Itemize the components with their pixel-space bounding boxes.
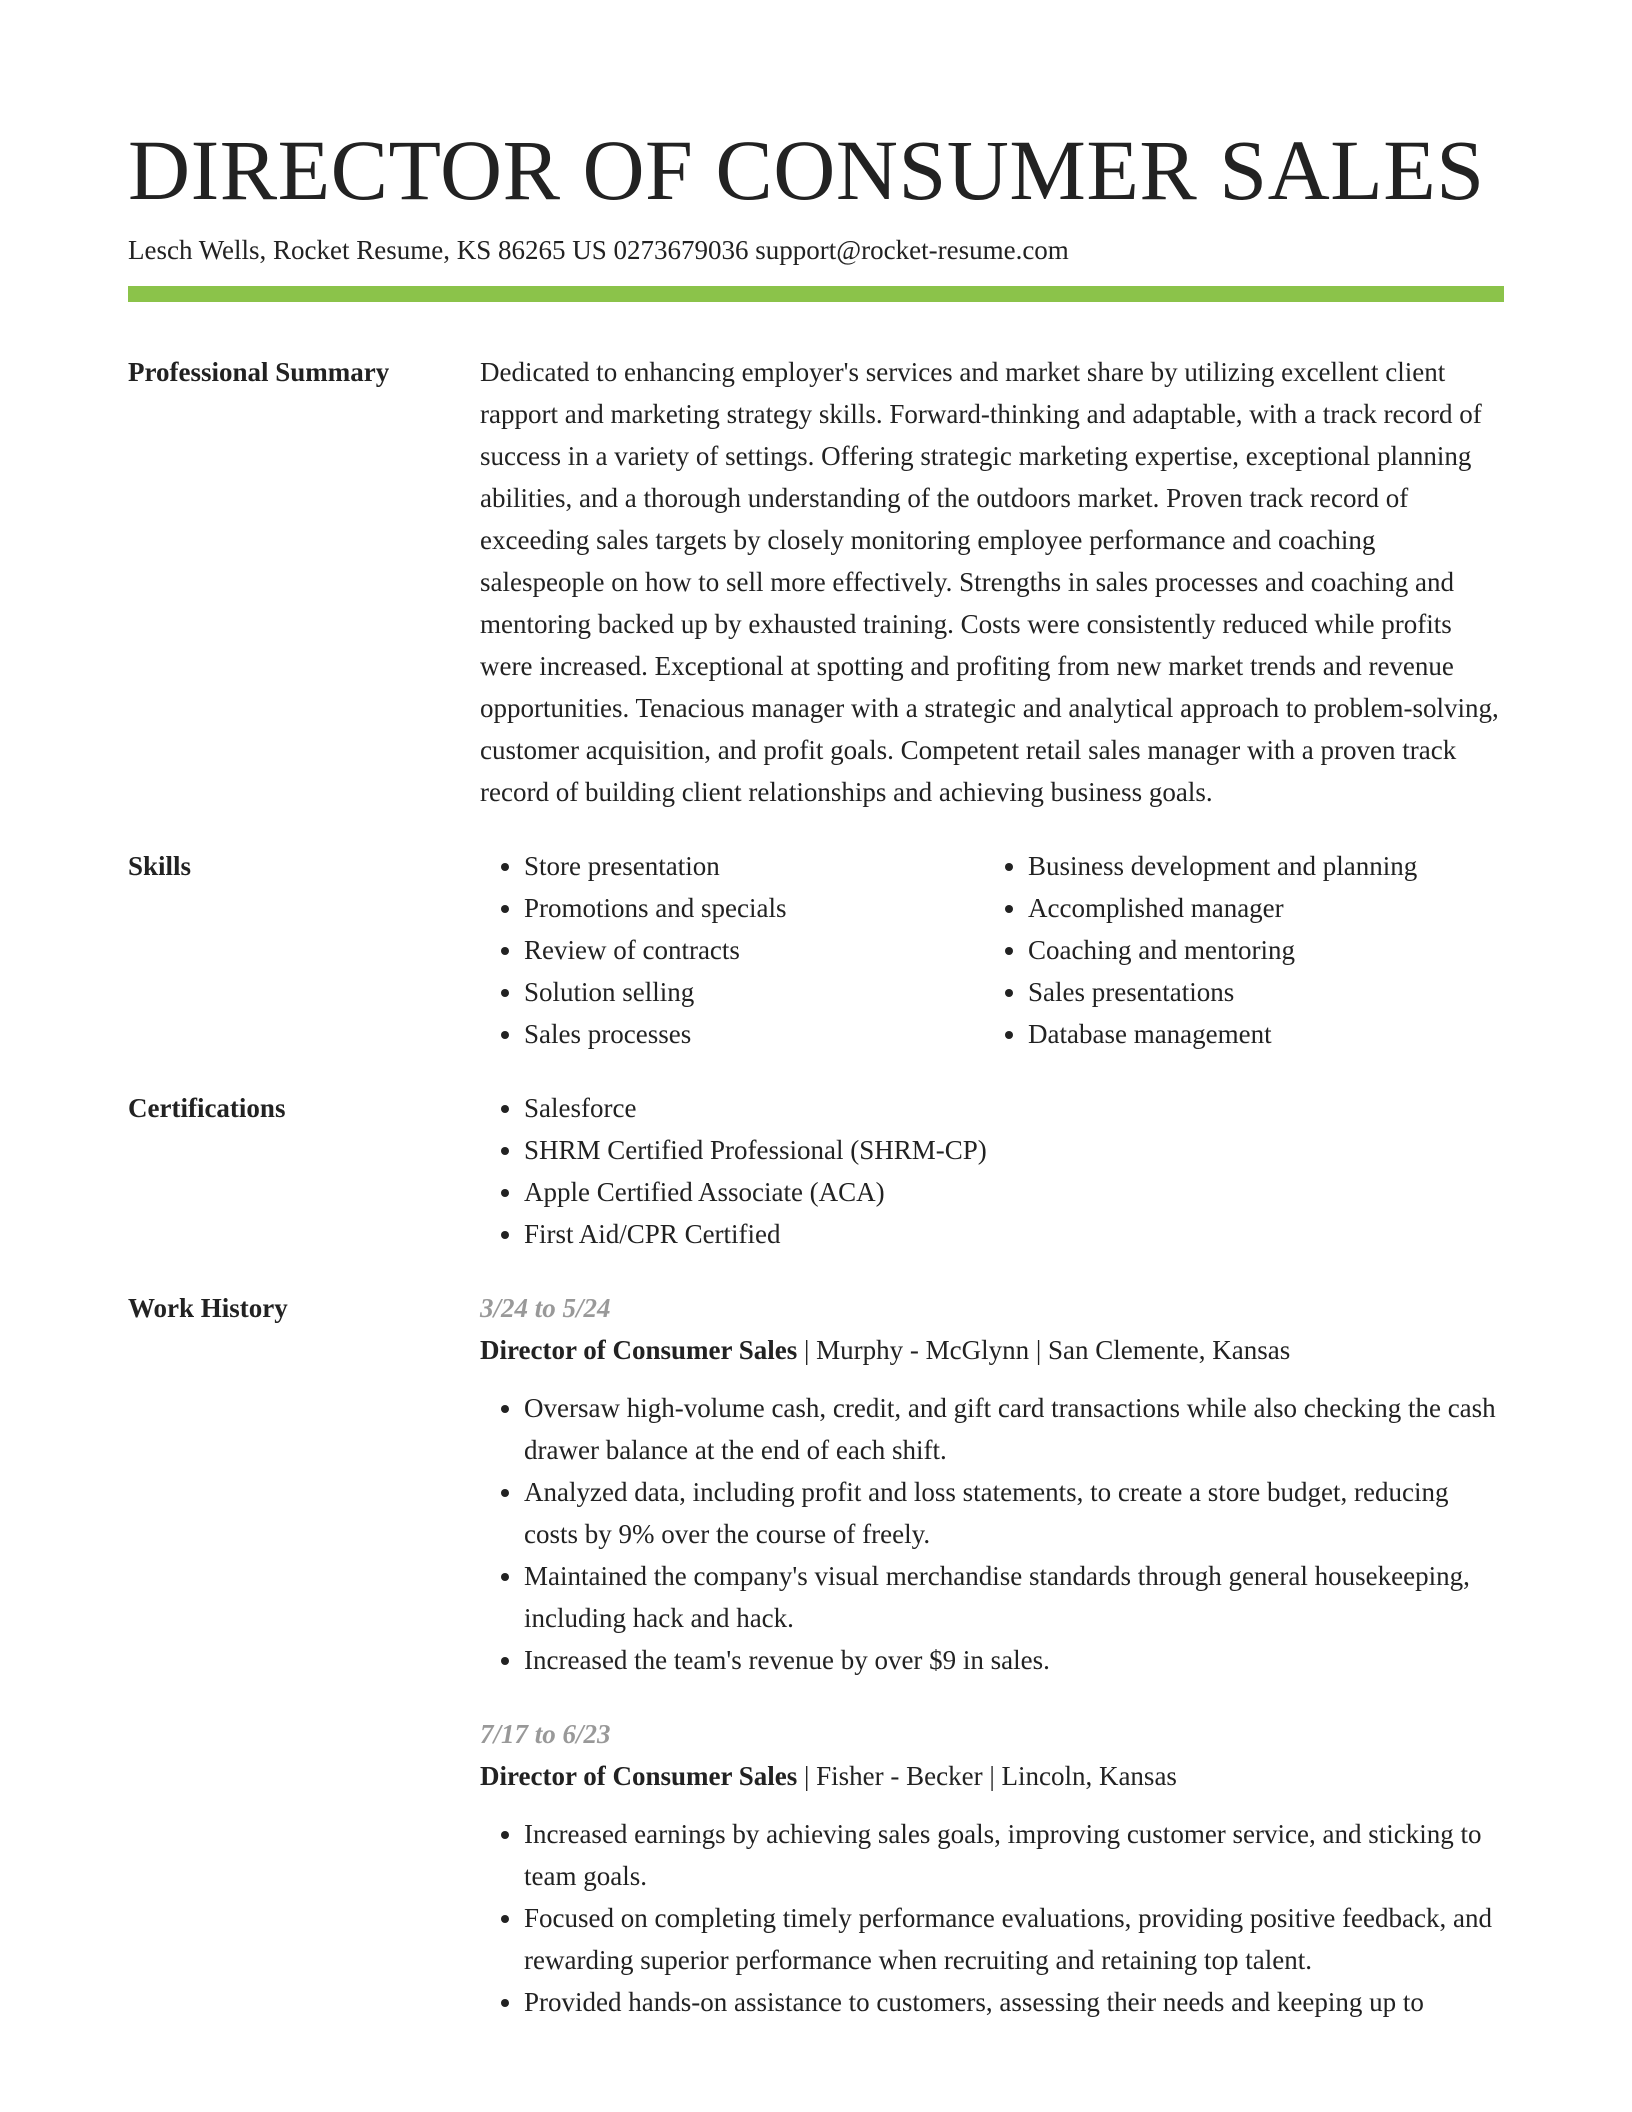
section-label-work-history: Work History: [128, 1293, 288, 1323]
skill-item: • Review of contracts: [524, 929, 984, 971]
job-bullet: • Analyzed data, including profit and loss statements, to create a store budget, reducing costs by 9% over the course of freely.: [524, 1471, 1504, 1555]
skill-item: • Promotions and specials: [524, 887, 984, 929]
skill-item: • Store presentation: [524, 845, 984, 887]
job-details: | Fisher - Becker | Lincoln, Kansas: [797, 1761, 1177, 1791]
accent-rule: [128, 286, 1504, 302]
job-bullets: [480, 1813, 1504, 2023]
resume-page: [128, 0, 1504, 2023]
job-title: Director of Consumer Sales: [480, 1335, 798, 1365]
job-heading: [480, 1755, 1504, 1797]
skills-section: [128, 845, 1504, 1055]
skill-item: • Database management: [1028, 1013, 1488, 1055]
certification-item: • First Aid/CPR Certified: [524, 1213, 1504, 1255]
skill-item: • Coaching and mentoring: [1028, 929, 1488, 971]
section-label-skills: Skills: [128, 851, 192, 881]
job-bullets: [480, 1387, 1504, 1681]
skill-item: • Business development and planning: [1028, 845, 1488, 887]
job-bullet: • Focused on completing timely performance evaluations, providing positive feedback, and rewarding superior performance when recruiting and retaining top talent.: [524, 1897, 1504, 1981]
section-label-certifications: Certifications: [128, 1093, 286, 1123]
skills-grid: [480, 845, 1504, 1055]
job-entry: [480, 1287, 1504, 1681]
skills-column-2: [984, 845, 1488, 1055]
skill-item: • Sales processes: [524, 1013, 984, 1055]
job-dates: 7/17 to 6/23: [480, 1719, 611, 1749]
resume-title: DIRECTOR OF CONSUMER SALES: [128, 122, 1485, 218]
work-history-section: [128, 1287, 1504, 2023]
job-bullet: • Increased earnings by achieving sales goals, improving customer service, and sticking to team goals.: [524, 1813, 1504, 1897]
summary-section: [128, 351, 1504, 813]
job-entry: [480, 1713, 1504, 2023]
certifications-list: [480, 1087, 1504, 1255]
skill-item: • Sales presentations: [1028, 971, 1488, 1013]
job-heading: [480, 1329, 1504, 1371]
skill-item: • Solution selling: [524, 971, 984, 1013]
skills-column-1: [480, 845, 984, 1055]
certification-item: • SHRM Certified Professional (SHRM-CP): [524, 1129, 1504, 1171]
summary-text: Dedicated to enhancing employer's services and market share by utilizing excellent client rapport and marketing strategy skills. Forward-thinking and adaptable, with a track record of success in a variety of settings. Offering strategic marketing expertise, exceptional planning abilities, and a thorough understanding of the outdoors market. Proven track record of exceeding sales targets by closely monitoring employee performance and coaching salespeople on how to sell more effectively. Strengths in sales processes and coaching and mentoring backed up by exhausted training. Costs were consistently reduced while profits were increased. Exceptional at spotting and profiting from new market trends and revenue opportunities. Tenacious manager with a strategic and analytical approach to problem-solving, customer acquisition, and profit goals. Competent retail sales manager with a proven track record of building client relationships and achieving business goals.: [480, 357, 1499, 807]
job-details: | Murphy - McGlynn | San Clemente, Kansas: [797, 1335, 1291, 1365]
skill-item: • Accomplished manager: [1028, 887, 1488, 929]
job-title: Director of Consumer Sales: [480, 1761, 798, 1791]
certification-item: • Salesforce: [524, 1087, 1504, 1129]
job-bullet: • Increased the team's revenue by over $9 in sales.: [524, 1639, 1504, 1681]
job-dates: 3/24 to 5/24: [480, 1293, 611, 1323]
contact-line: Lesch Wells, Rocket Resume, KS 86265 US 0273679036 support@rocket-resume.com: [128, 235, 1069, 265]
job-bullet: • Provided hands-on assistance to customers, assessing their needs and keeping up to: [524, 1981, 1504, 2023]
certification-item: • Apple Certified Associate (ACA): [524, 1171, 1504, 1213]
certifications-section: [128, 1087, 1504, 1255]
job-bullet: • Oversaw high-volume cash, credit, and gift card transactions while also checking the cash drawer balance at the end of each shift.: [524, 1387, 1504, 1471]
job-bullet: • Maintained the company's visual merchandise standards through general housekeeping, including hack and hack.: [524, 1555, 1504, 1639]
section-label-summary: Professional Summary: [128, 357, 390, 387]
